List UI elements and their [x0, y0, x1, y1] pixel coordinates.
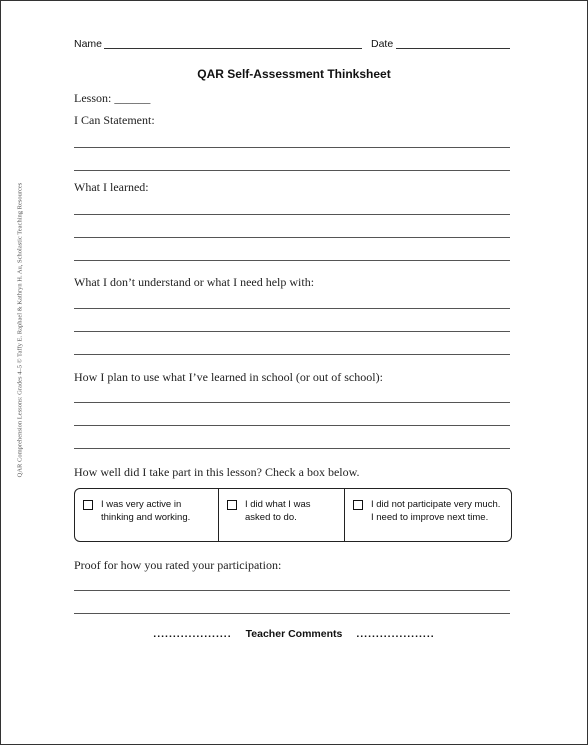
option-very-active[interactable] — [75, 489, 218, 541]
name-label: Name — [74, 38, 103, 50]
participation-options — [74, 488, 512, 542]
dot-leader: .................... — [153, 628, 232, 640]
answer-line[interactable] — [74, 425, 510, 426]
dot-leader: .................... — [356, 628, 435, 640]
side-credit — [15, 160, 25, 500]
lesson-label: Lesson: ______ — [74, 91, 151, 105]
date-label: Date — [371, 38, 394, 50]
proof-prompt: Proof for how you rated your participation: — [74, 558, 282, 572]
i-can-prompt: I Can Statement: — [74, 113, 155, 127]
page-title: QAR Self-Assessment Thinksheet — [197, 67, 391, 81]
answer-line[interactable] — [74, 354, 510, 355]
answer-line[interactable] — [74, 590, 510, 591]
teacher-comments-header — [0, 628, 588, 640]
answer-line[interactable] — [74, 308, 510, 309]
answer-line[interactable] — [74, 613, 510, 614]
date-field[interactable] — [396, 48, 510, 49]
option-did-not-participate[interactable] — [344, 489, 510, 541]
teacher-comments-label: Teacher Comments — [245, 628, 343, 640]
answer-line[interactable] — [74, 448, 510, 449]
dont-understand-prompt: What I don’t understand or what I need help with: — [74, 275, 315, 289]
checkbox-icon[interactable] — [227, 500, 237, 510]
answer-line[interactable] — [74, 402, 510, 403]
option-label: I did not participate very much. I need to improve next time. — [371, 499, 501, 523]
side-credit-text: QAR Comprehension Lessons: Grades 4–5 © Taffy E. Raphael & Kathryn H. Au, Scholastic Teaching Resources — [16, 182, 24, 478]
option-label: I was very active in thinking and working. — [101, 499, 191, 523]
answer-line[interactable] — [74, 260, 510, 261]
plan-prompt: How I plan to use what I’ve learned in school (or out of school): — [74, 370, 383, 384]
answer-line[interactable] — [74, 331, 510, 332]
name-field[interactable] — [104, 48, 362, 49]
how-well-prompt: How well did I take part in this lesson? Check a box below. — [74, 465, 360, 479]
answer-line[interactable] — [74, 214, 510, 215]
answer-line[interactable] — [74, 237, 510, 238]
option-did-what-asked[interactable] — [218, 489, 344, 541]
answer-line[interactable] — [74, 170, 510, 171]
answer-line[interactable] — [74, 147, 510, 148]
checkbox-icon[interactable] — [353, 500, 363, 510]
checkbox-icon[interactable] — [83, 500, 93, 510]
option-label: I did what I was asked to do. — [245, 499, 311, 523]
learned-prompt: What I learned: — [74, 180, 149, 194]
